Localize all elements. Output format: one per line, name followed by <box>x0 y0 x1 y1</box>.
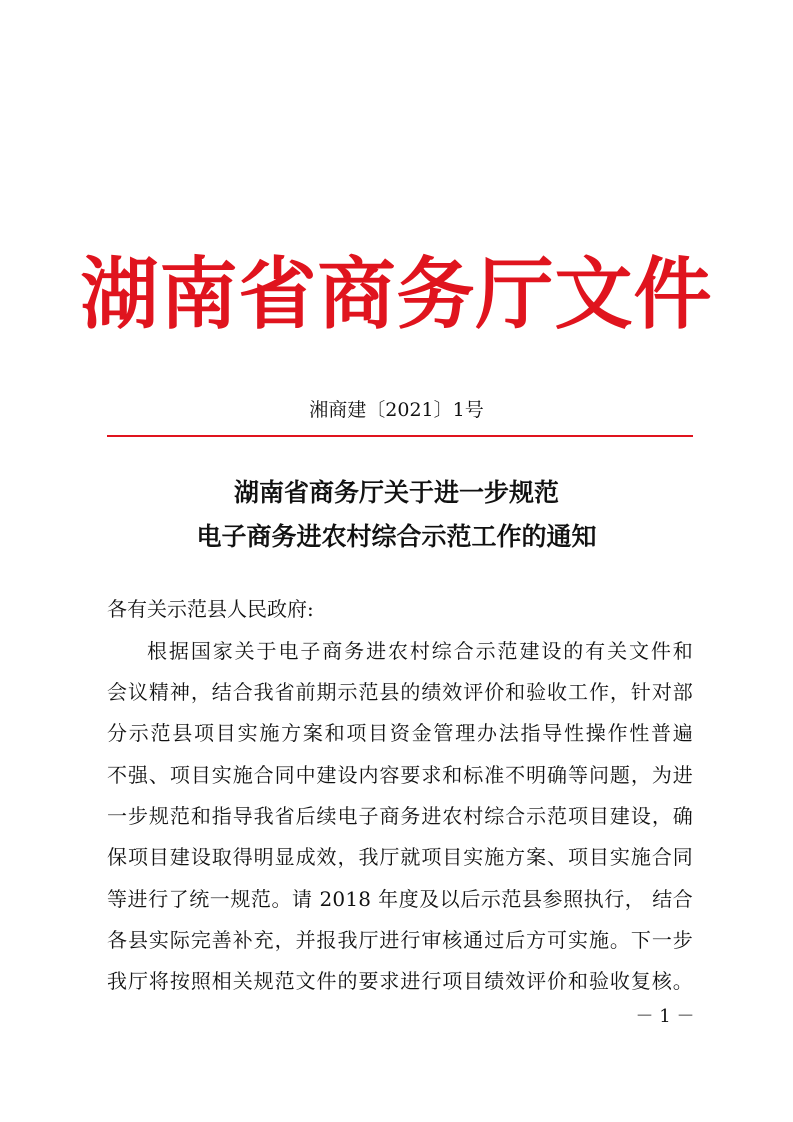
notice-title-line-2: 电子商务进农村综合示范工作的通知 <box>196 522 597 551</box>
body-line: 一步规范和指导我省后续电子商务进农村综合示范项目建设，确 <box>107 804 693 828</box>
body-line: 分示范县项目实施方案和项目资金管理办法指导性操作性普遍 <box>107 721 693 745</box>
body-line: 等进行了统一规范。请 2018 年度及以后示范县参照执行， 结合 <box>107 887 693 911</box>
notice-title-line-1: 湖南省商务厅关于进一步规范 <box>233 478 559 507</box>
body-line: 我厅将按照相关规范文件的要求进行项目绩效评价和验收复核。 <box>107 969 693 993</box>
page-number: － 1 － <box>635 1006 695 1027</box>
body-line: 会议精神，结合我省前期示范县的绩效评价和验收工作，针对部 <box>107 680 693 704</box>
masthead-title: 湖南省商务厅文件 <box>80 249 713 340</box>
document-number: 湘商建〔2021〕1号 <box>309 399 484 421</box>
body-line: 保项目建设取得明显成效，我厅就项目实施方案、项目实施合同 <box>107 845 693 869</box>
salutation: 各有关示范县人民政府: <box>107 597 314 621</box>
body-line: 不强、项目实施合同中建设内容要求和标准不明确等问题，为进 <box>107 763 693 787</box>
red-divider-line <box>107 435 693 437</box>
body-line: 根据国家关于电子商务进农村综合示范建设的有关文件和 <box>147 639 693 663</box>
body-line: 各县实际完善补充，并报我厅进行审核通过后方可实施。下一步 <box>107 928 693 952</box>
